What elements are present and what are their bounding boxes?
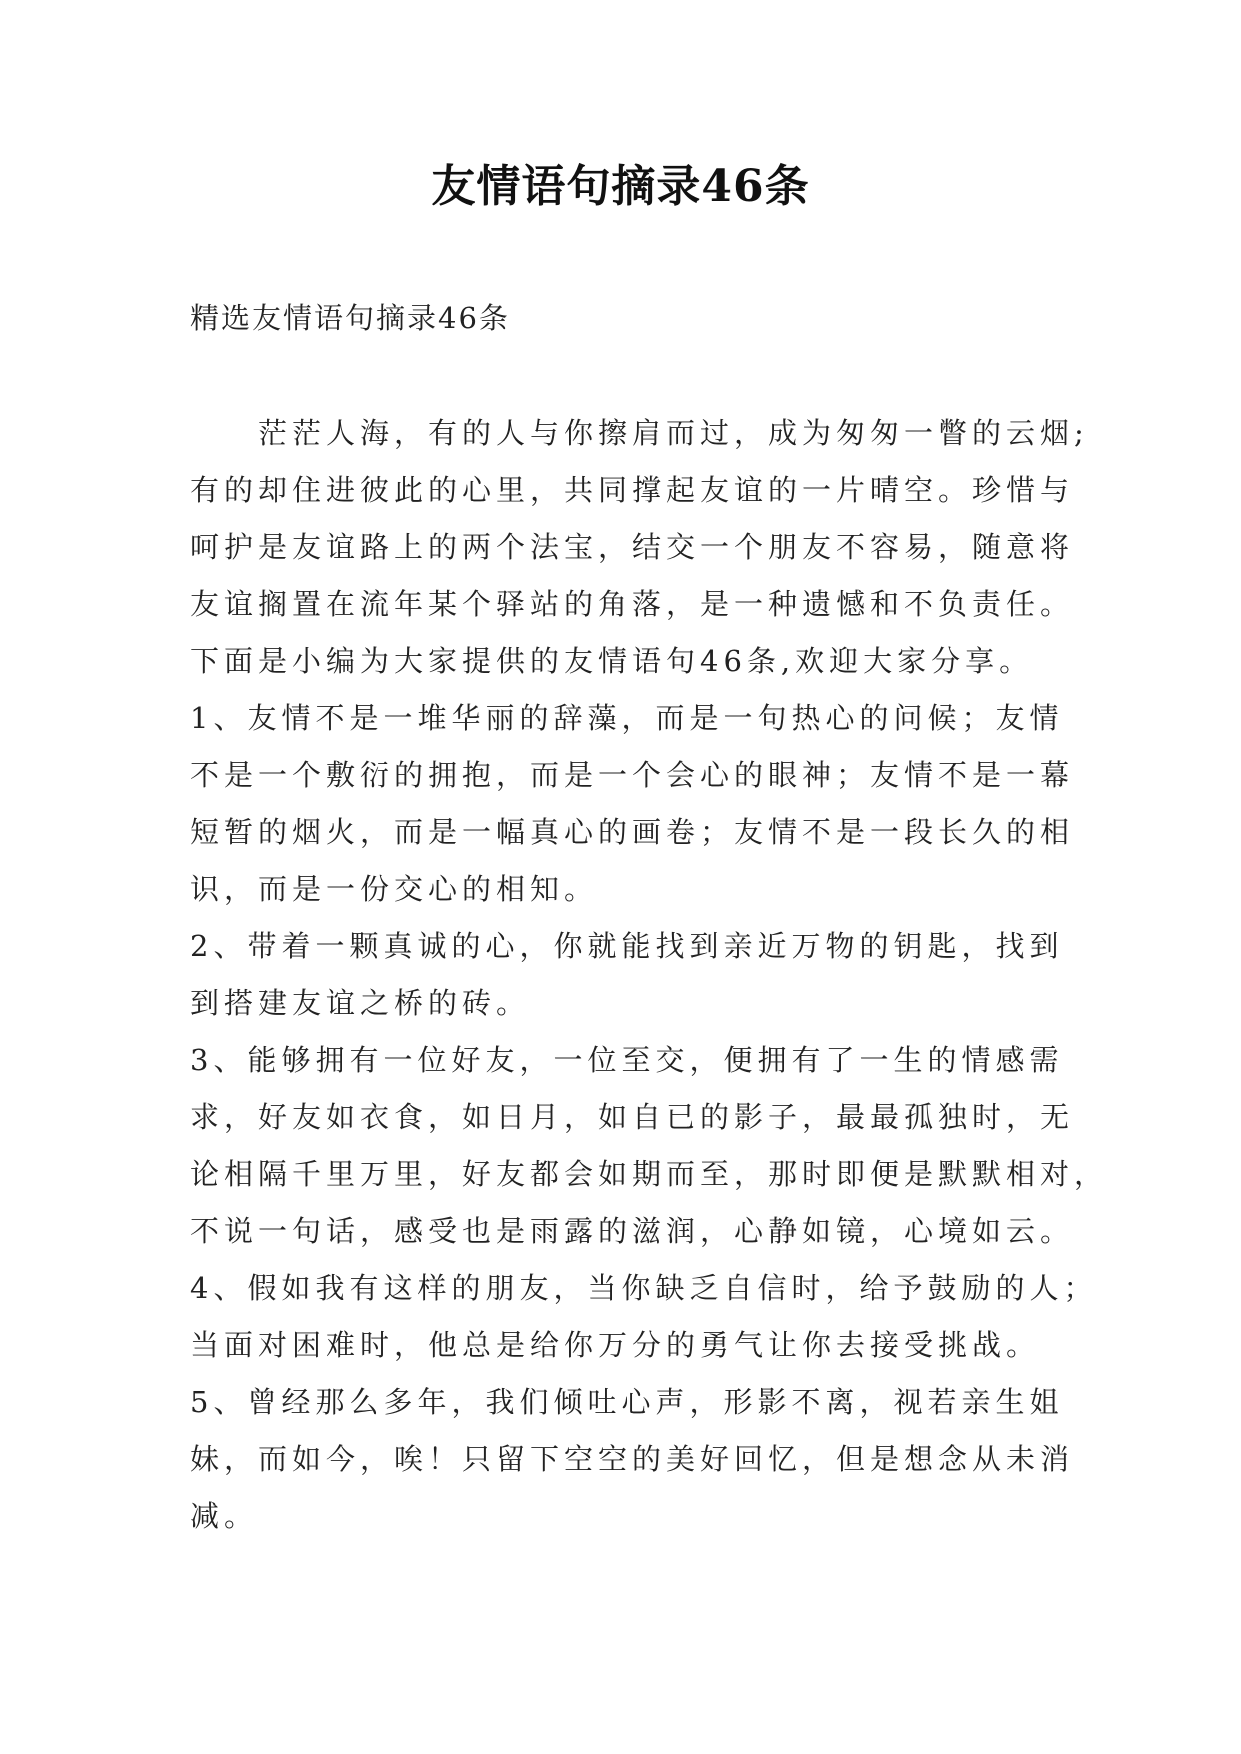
- paragraph-line: 论相隔千里万里，好友都会如期而至，那时即便是默默相对，: [190, 1157, 1109, 1191]
- page-title: 友情语句摘录46条: [431, 161, 810, 212]
- paragraph-line: 友谊搁置在流年某个驿站的角落，是一种遗憾和不负责任。: [190, 587, 1075, 621]
- paragraph-line: 3、能够拥有一位好友，一位至交，便拥有了一生的情感需: [190, 1043, 1064, 1077]
- paragraph-line: 有的却住进彼此的心里，共同撑起友谊的一片晴空。珍惜与: [190, 473, 1075, 507]
- paragraph-line: 2、带着一颗真诚的心，你就能找到亲近万物的钥匙，找到: [190, 929, 1064, 963]
- paragraph-line: 到搭建友谊之桥的砖。: [190, 986, 531, 1020]
- body-text: [190, 405, 1109, 1545]
- subtitle: 精选友情语句摘录46条: [190, 301, 510, 335]
- paragraph-line: 下面是小编为大家提供的友情语句46条,欢迎大家分享。: [190, 644, 1034, 678]
- paragraph-line: 茫茫人海，有的人与你擦肩而过，成为匆匆一瞥的云烟;: [258, 416, 1089, 450]
- paragraph-line: 不说一句话，感受也是雨露的滋润，心静如镜，心境如云。: [190, 1214, 1075, 1248]
- paragraph-line: 1、友情不是一堆华丽的辞藻，而是一句热心的问候；友情: [190, 701, 1064, 735]
- paragraph-line: 4、假如我有这样的朋友，当你缺乏自信时，给予鼓励的人；: [190, 1271, 1098, 1305]
- paragraph-line: 妹，而如今，唉！只留下空空的美好回忆，但是想念从未消: [190, 1442, 1075, 1476]
- paragraph-line: 当面对困难时，他总是给你万分的勇气让你去接受挑战。: [190, 1328, 1041, 1362]
- paragraph-line: 不是一个敷衍的拥抱，而是一个会心的眼神；友情不是一幕: [190, 758, 1075, 792]
- paragraph-line: 5、曾经那么多年，我们倾吐心声，形影不离，视若亲生姐: [190, 1385, 1064, 1419]
- paragraph-line: 短暂的烟火，而是一幅真心的画卷；友情不是一段长久的相: [190, 815, 1075, 849]
- paragraph-line: 识，而是一份交心的相知。: [190, 872, 599, 906]
- paragraph-line: 呵护是友谊路上的两个法宝，结交一个朋友不容易，随意将: [190, 530, 1075, 564]
- paragraph-line: 减。: [190, 1499, 259, 1533]
- paragraph-line: 求，好友如衣食，如日月，如自已的影子，最最孤独时，无: [190, 1100, 1075, 1134]
